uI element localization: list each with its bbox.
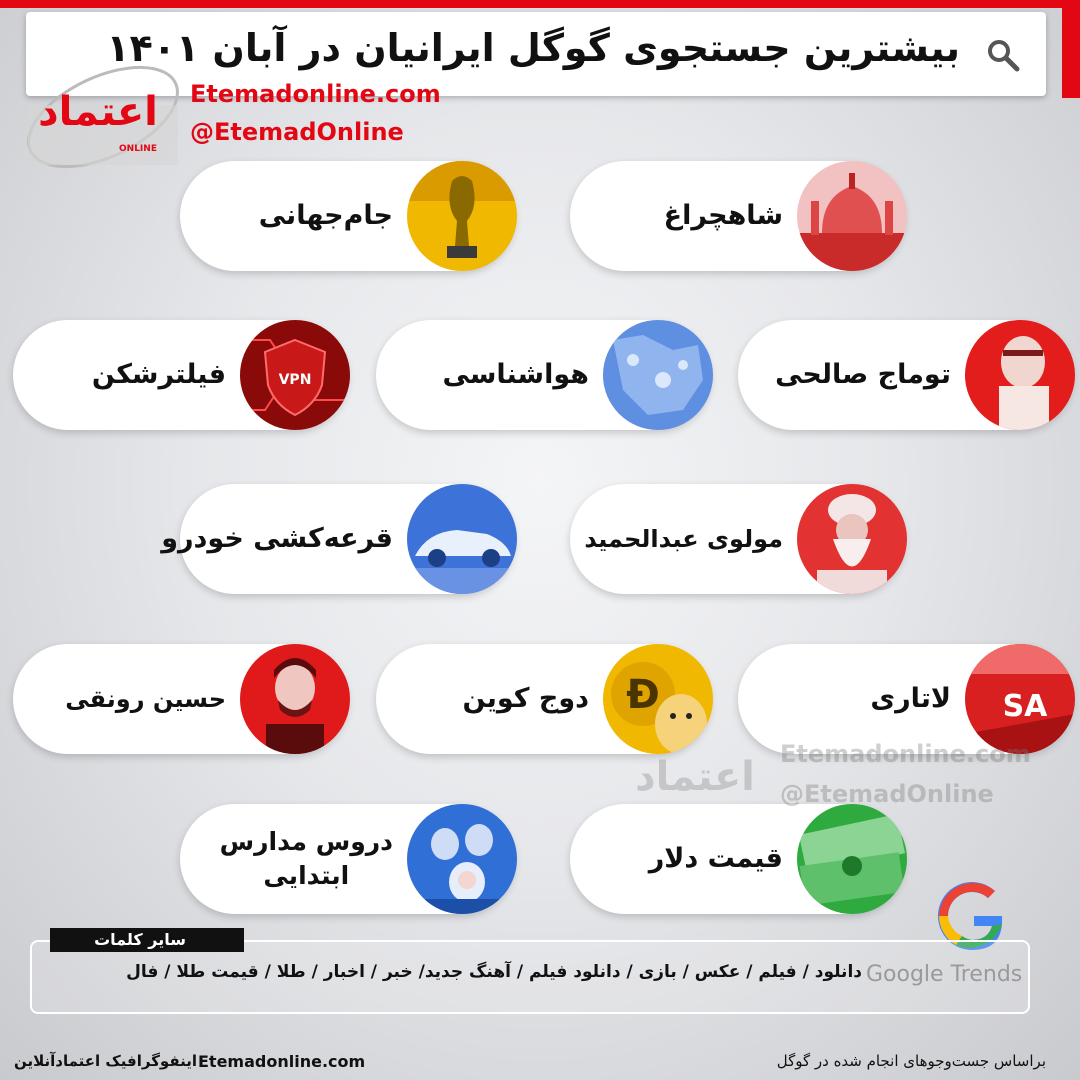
world-cup-trophy-image [407,161,517,271]
google-trends-brand [866,962,1022,987]
site-url[interactable]: Etemadonline.com [190,80,441,108]
trend-label: حسین رونقی [65,685,226,713]
trend-card-molavi[interactable] [570,484,905,594]
trend-card-school[interactable] [180,804,515,914]
trend-card-car-lottery[interactable] [161,484,515,594]
google-wordmark: Google [866,962,944,987]
person-portrait-image [965,320,1075,430]
weather-map-image [603,320,713,430]
search-icon [986,38,1020,72]
right-accent-bar [1062,0,1080,98]
trend-label: توماج صالحی [775,359,951,390]
other-keywords-list: دانلود / فیلم / عکس / بازی / دانلود فیلم / آهنگ جدید/ خبر / اخبار / طلا / قیمت طلا / فال [126,962,862,982]
svg-text:Ð: Ð [626,672,660,718]
trend-label: هواشناسی [442,359,589,390]
trend-card-dollar[interactable] [570,804,905,914]
other-keywords-tag: سایر کلمات [50,928,244,952]
trend-label: دوج کوین [462,683,589,714]
trend-label: قیمت دلار [648,843,783,874]
person-portrait-image [240,644,350,754]
trend-card-shahcheragh[interactable] [570,161,905,271]
shrine-dome-image [797,161,907,271]
dollar-bills-image [797,804,907,914]
svg-text:SA: SA [1002,689,1048,724]
trend-card-vpn[interactable] [13,320,348,430]
watermark-logo-icon [620,735,770,815]
trend-label: لاتاری [870,683,951,714]
svg-text:اعتماد: اعتماد [38,89,158,135]
trend-card-weather[interactable] [376,320,711,430]
trend-card-ronaghi[interactable] [13,644,348,754]
cleric-portrait-image [797,484,907,594]
watermark-url: Etemadonline.com [780,740,1031,768]
trend-label: جام‌جهانی [258,200,393,231]
svg-text:VPN: VPN [278,372,312,388]
svg-text:ONLINE: ONLINE [119,144,157,154]
car-image [407,484,517,594]
watermark [620,735,1031,815]
trend-label: قرعه‌کشی خودرو [161,523,393,554]
trend-label: دروس مدارس ابتدایی [219,827,393,890]
page-title: بیشترین جستجوی گوگل ایرانیان در آبان ۱۴۰۱ [106,26,960,70]
trend-card-toomaj[interactable] [738,320,1073,430]
top-accent-bar [0,0,1080,8]
footer-site[interactable]: Etemadonline.com [198,1052,366,1071]
footer-source: براساس جست‌وجوهای انجام شده در گوگل [776,1052,1046,1070]
site-handle[interactable]: @EtemadOnline [190,118,404,146]
trend-card-world-cup[interactable] [180,161,515,271]
trends-wordmark: Trends [950,962,1023,987]
svg-text:اعتماد: اعتماد [635,754,755,800]
trend-label: شاهچراغ [663,200,783,231]
trend-label: مولوی عبدالحمید [584,525,783,553]
trend-label: فیلترشکن [91,359,226,390]
school-girls-image [407,804,517,914]
etemad-logo [18,55,188,180]
vpn-shield-image [240,320,350,430]
watermark-handle: @EtemadOnline [780,780,994,808]
footer-credit: اینفوگرافیک اعتمادآنلاین [14,1052,198,1070]
